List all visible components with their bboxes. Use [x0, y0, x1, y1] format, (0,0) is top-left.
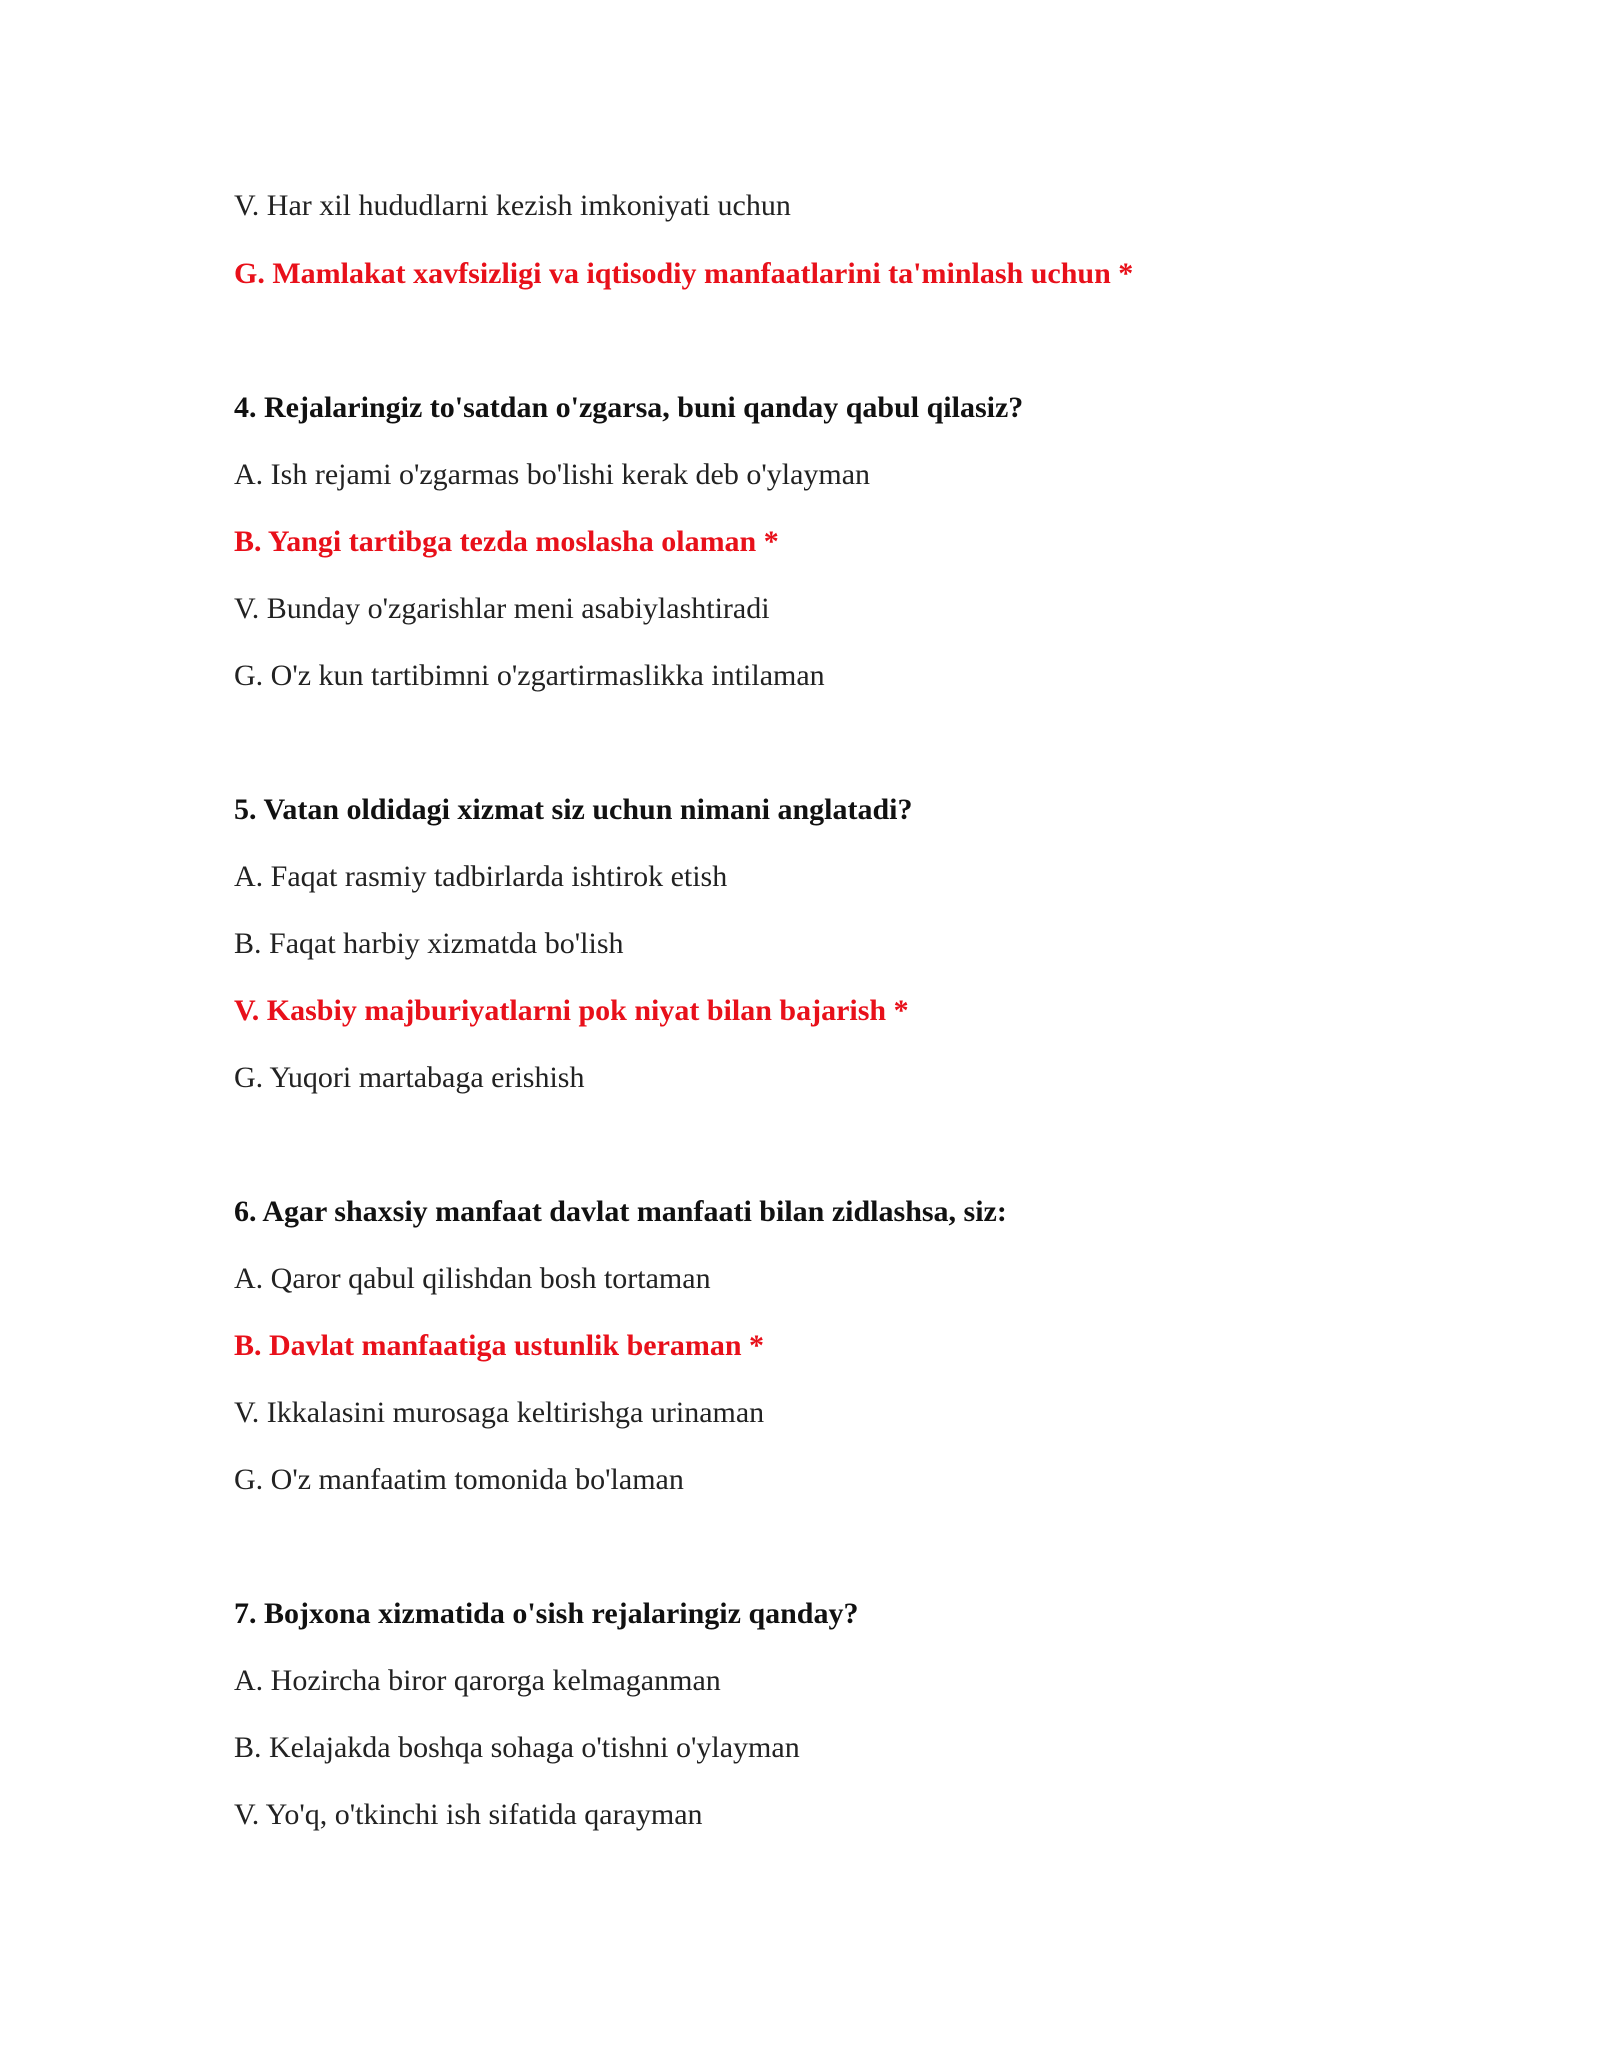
answer-option: G. O'z kun tartibimni o'zgartirmaslikka intilaman [234, 659, 825, 692]
question-title: 4. Rejalaringiz to'satdan o'zgarsa, buni qanday qabul qilasiz? [234, 391, 1024, 424]
answer-option: V. Bunday o'zgarishlar meni asabiylashtiradi [234, 592, 770, 625]
answer-option: V. Har xil hududlarni kezish imkoniyati uchun [234, 189, 791, 222]
answer-option: G. Yuqori martabaga erishish [234, 1061, 585, 1094]
answer-option-correct: B. Davlat manfaatiga ustunlik beraman * [234, 1329, 765, 1362]
answer-option: A. Faqat rasmiy tadbirlarda ishtirok etish [234, 860, 728, 893]
question-title: 6. Agar shaxsiy manfaat davlat manfaati bilan zidlashsa, siz: [234, 1195, 1007, 1228]
answer-option: B. Faqat harbiy xizmatda bo'lish [234, 927, 624, 960]
answer-option-correct: V. Kasbiy majburiyatlarni pok niyat bilan bajarish * [234, 994, 909, 1027]
answer-option-correct: B. Yangi tartibga tezda moslasha olaman * [234, 525, 779, 558]
answer-option: A. Qaror qabul qilishdan bosh tortaman [234, 1262, 711, 1295]
answer-option: B. Kelajakda boshqa sohaga o'tishni o'ylayman [234, 1731, 800, 1764]
answer-option: A. Hozircha biror qarorga kelmaganman [234, 1664, 721, 1697]
question-title: 7. Bojxona xizmatida o'sish rejalaringiz qanday? [234, 1597, 859, 1630]
answer-option: G. O'z manfaatim tomonida bo'laman [234, 1463, 684, 1496]
answer-option: V. Ikkalasini murosaga keltirishga urinaman [234, 1396, 765, 1429]
question-title: 5. Vatan oldidagi xizmat siz uchun nimani anglatadi? [234, 793, 913, 826]
answer-option: V. Yo'q, o'tkinchi ish sifatida qarayman [234, 1798, 703, 1831]
answer-option-correct: G. Mamlakat xavfsizligi va iqtisodiy manfaatlarini ta'minlash uchun * [234, 257, 1134, 290]
answer-option: A. Ish rejami o'zgarmas bo'lishi kerak deb o'ylayman [234, 458, 871, 491]
